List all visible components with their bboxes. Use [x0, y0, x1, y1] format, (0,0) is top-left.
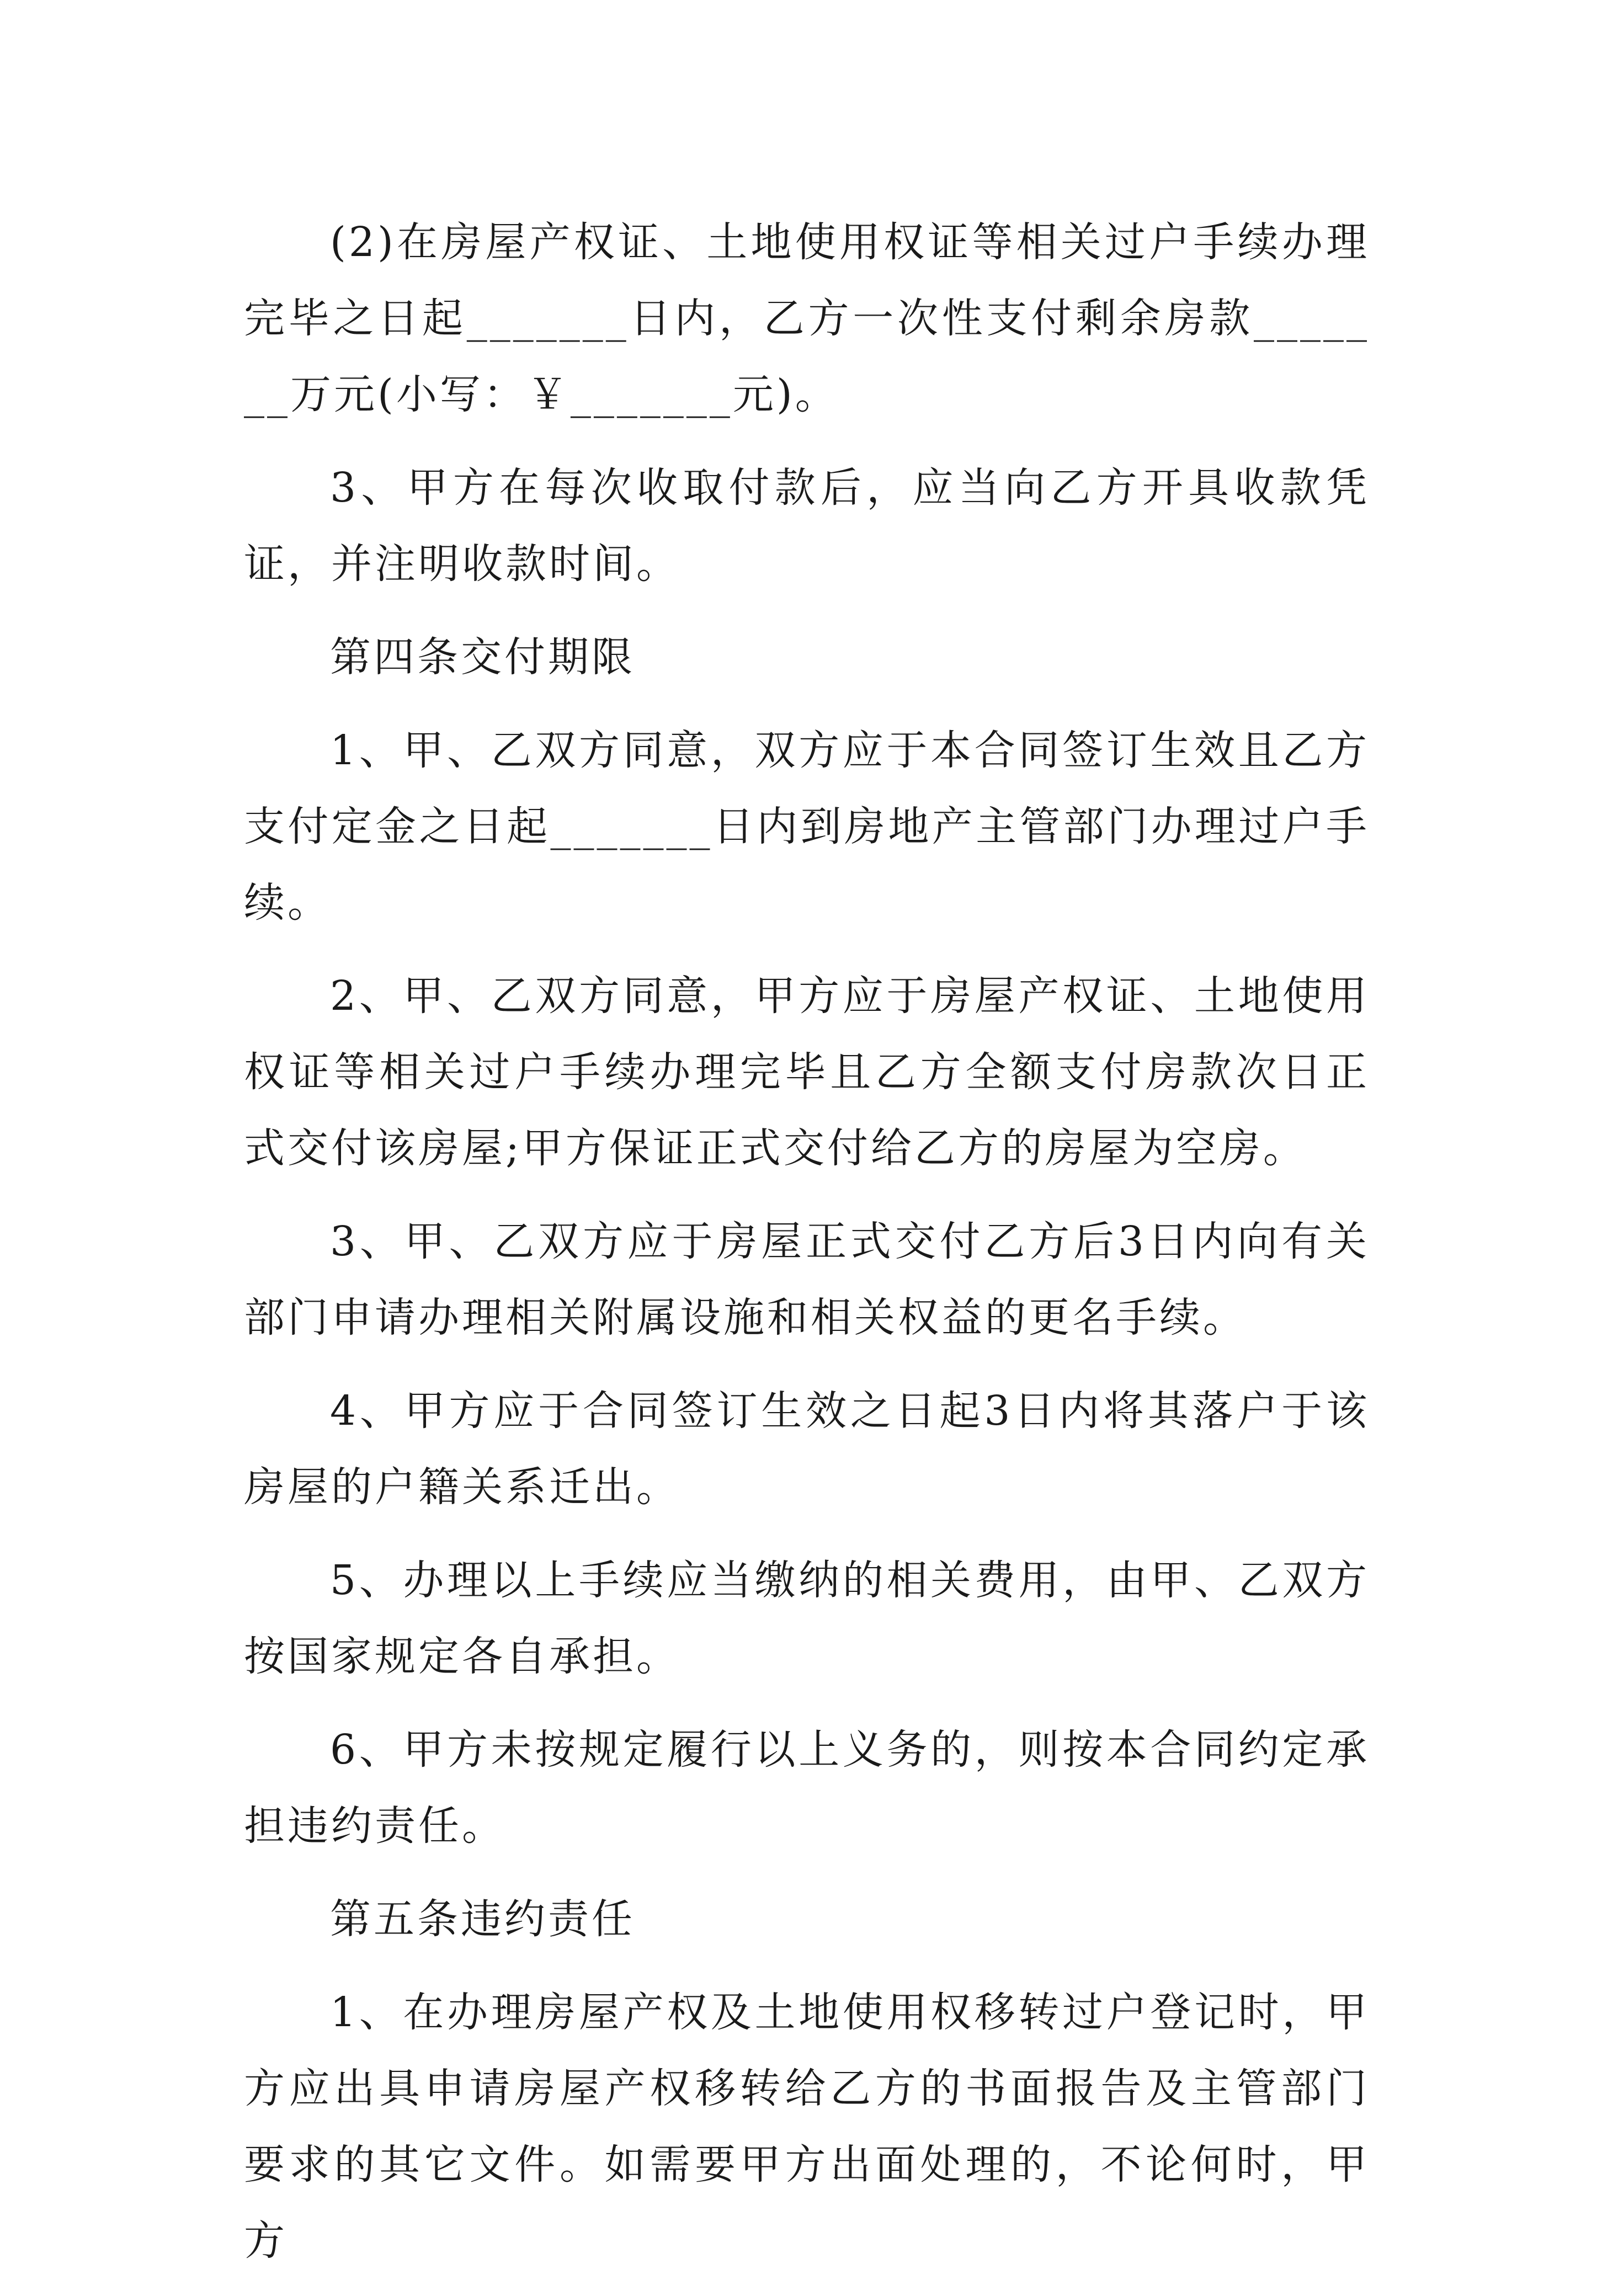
section-heading-delivery: 第四条交付期限 — [330, 633, 635, 681]
paragraph-delivery-4: 4、甲方应于合同签订生效之日起3日内将其落户于该房屋的户籍关系迁出。 — [244, 1387, 1370, 1511]
paragraph-delivery-5: 5、办理以上手续应当缴纳的相关费用，由甲、乙双方按国家规定各自承担。 — [244, 1557, 1370, 1680]
document-body — [244, 204, 1370, 2296]
paragraph-delivery-2: 2、甲、乙双方同意，甲方应于房屋产权证、土地使用权证等相关过户手续办理完毕且乙方全额支付房款次日正式交付该房屋;甲方保证正式交付给乙方的房屋为空房。 — [244, 972, 1370, 1172]
paragraph-delivery-6: 6、甲方未按规定履行以上义务的，则按本合同约定承担违约责任。 — [244, 1726, 1370, 1850]
section-heading-liability: 第五条违约责任 — [330, 1895, 635, 1943]
paragraph-payment-remaining: (2)在房屋产权证、土地使用权证等相关过户手续办理完毕之日起_______日内，乙方一次性支付剩余房款_______万元(小写：￥_______元)。 — [244, 219, 1370, 418]
paragraph-receipt: 3、甲方在每次收取付款后，应当向乙方开具收款凭证，并注明收款时间。 — [244, 464, 1370, 588]
paragraph-delivery-3: 3、甲、乙双方应于房屋正式交付乙方后3日内向有关部门申请办理相关附属设施和相关权益的更名手续。 — [244, 1218, 1370, 1341]
paragraph-liability-1: 1、在办理房屋产权及土地使用权移转过户登记时，甲方应出具申请房屋产权移转给乙方的书面报告及主管部门要求的其它文件。如需要甲方出面处理的，不论何时，甲方 — [244, 1989, 1370, 2265]
paragraph-delivery-1: 1、甲、乙双方同意，双方应于本合同签订生效且乙方支付定金之日起_______日内到房地产主管部门办理过户手续。 — [244, 727, 1370, 926]
